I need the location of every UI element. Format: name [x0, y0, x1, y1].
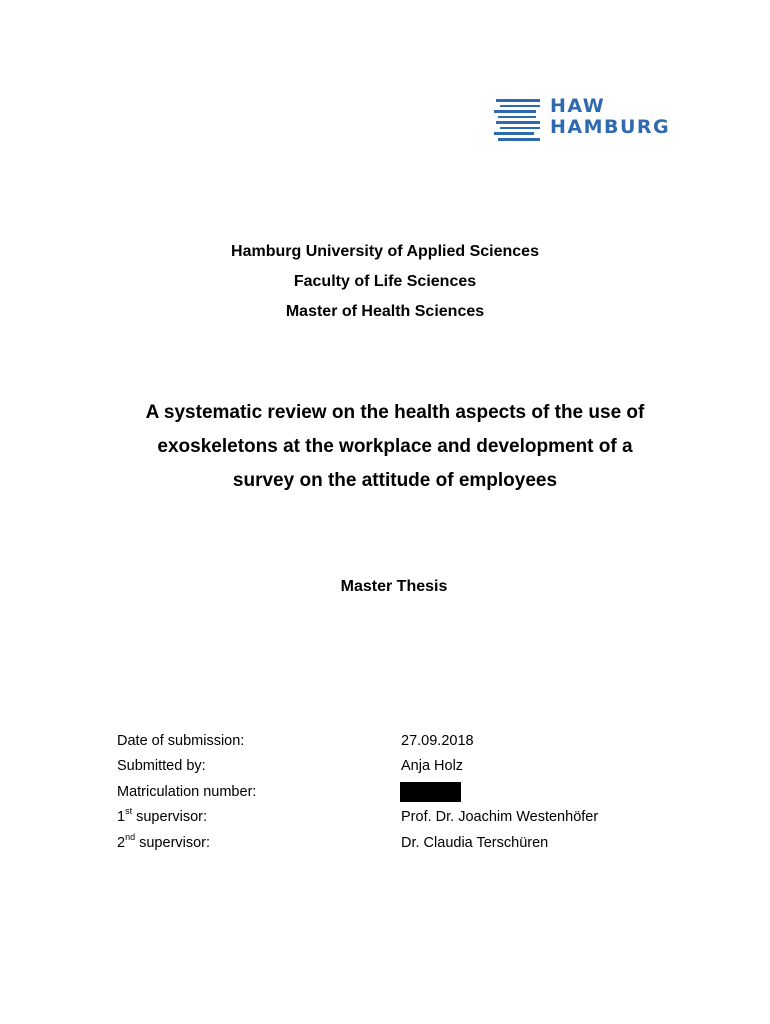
- thesis-title: [80, 396, 710, 498]
- university-name: Hamburg University of Applied Sciences: [231, 243, 539, 260]
- thesis-title-line: survey on the attitude of employees: [232, 470, 558, 491]
- detail-row-author: [117, 756, 677, 781]
- author-name: Anja Holz: [401, 758, 464, 775]
- supervisor-1-name: Prof. Dr. Joachim Westenhöfer: [401, 809, 599, 826]
- detail-row-matriculation: [117, 782, 677, 807]
- date-value: 27.09.2018: [401, 733, 474, 749]
- faculty-name: Faculty of Life Sciences: [293, 273, 477, 290]
- supervisor-1-text: supervisor:: [132, 809, 208, 826]
- date-label: Date of submission:: [117, 733, 245, 749]
- institution-block: [0, 237, 770, 327]
- logo-line-haw: HAW: [550, 95, 606, 117]
- supervisor-2-name: Dr. Claudia Terschüren: [401, 834, 549, 851]
- supervisor-2-number: 2: [117, 834, 126, 851]
- supervisor-1-number: 1: [117, 809, 126, 826]
- submitted-by-label: Submitted by:: [117, 758, 206, 775]
- thesis-title-line: A systematic review on the health aspects of the use of: [145, 402, 645, 423]
- thesis-type: Master Thesis: [340, 578, 448, 595]
- logo-wordmark: [550, 96, 670, 138]
- supervisor-1-ordinal: st: [125, 806, 133, 817]
- detail-row-supervisor-1: [117, 807, 677, 832]
- logo-line-hamburg: HAMBURG: [550, 116, 671, 138]
- supervisor-2-ordinal: nd: [125, 831, 136, 842]
- supervisor-2-text: supervisor:: [135, 834, 211, 851]
- detail-row-supervisor-2: [117, 833, 677, 858]
- detail-row-date: [117, 731, 677, 756]
- matriculation-label: Matriculation number:: [117, 783, 257, 800]
- supervisor-1-label: [117, 807, 207, 827]
- thesis-title-line: exoskeletons at the workplace and development of a: [157, 436, 633, 457]
- program-name: Master of Health Sciences: [285, 303, 485, 320]
- redaction-box: [400, 782, 461, 802]
- haw-stripes-icon: [494, 98, 542, 144]
- supervisor-2-label: [117, 833, 210, 853]
- haw-hamburg-logo: [494, 95, 674, 144]
- submission-details: [117, 731, 677, 858]
